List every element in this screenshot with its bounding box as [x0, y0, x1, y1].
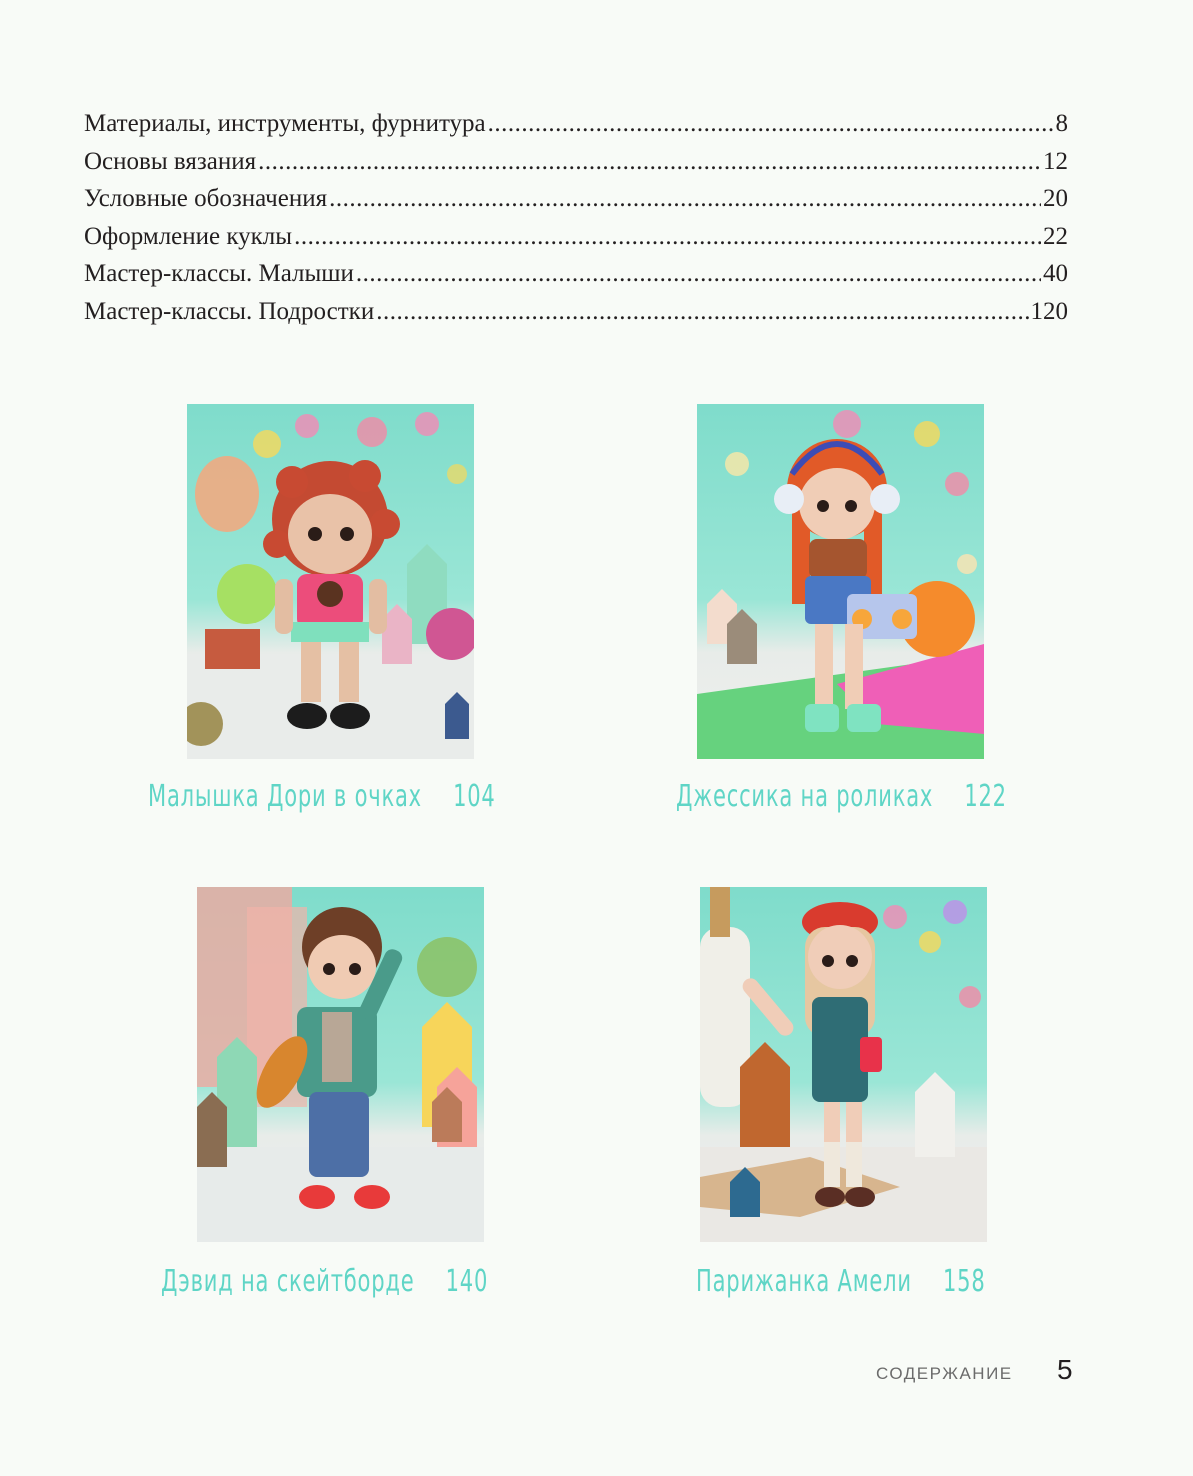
- doll-photo-dori[interactable]: [187, 404, 474, 759]
- toc-entry-title: Оформление куклы: [84, 222, 293, 250]
- project-page: 158: [942, 1264, 986, 1299]
- page-number: 5: [1057, 1354, 1073, 1385]
- running-footer-section: СОДЕРЖАНИЕ: [876, 1364, 1013, 1383]
- project-title: Джессика на роликах: [676, 779, 934, 814]
- toc-entry-page: 40: [1043, 260, 1068, 287]
- toc-entry[interactable]: [84, 260, 1068, 298]
- doll-photo-amelie[interactable]: [700, 887, 987, 1242]
- doll-photo-david[interactable]: [197, 887, 484, 1242]
- toc-entry[interactable]: [84, 148, 1068, 186]
- toc-leader-dots: [376, 298, 1028, 326]
- toc-entry-page: 120: [1030, 297, 1068, 325]
- toc-entry[interactable]: [84, 223, 1068, 261]
- toc-entry-page: 12: [1043, 147, 1068, 175]
- toc-leader-dots: [294, 223, 1041, 251]
- project-page: 104: [453, 779, 496, 814]
- toc-entry-title: Материалы, инструменты, фурнитура: [84, 110, 486, 137]
- toc-entry[interactable]: [84, 110, 1068, 148]
- project-title: Дэвид на скейтборде: [161, 1264, 415, 1299]
- toc-entry-title: Мастер-классы. Малыши: [84, 260, 354, 287]
- toc-entry-title: Основы вязания: [84, 147, 257, 175]
- project-page: 140: [445, 1264, 489, 1299]
- project-caption[interactable]: [696, 1264, 986, 1299]
- project-caption[interactable]: [676, 779, 1007, 814]
- toc-entry[interactable]: [84, 298, 1068, 336]
- toc-entry-title: Мастер-классы. Подростки: [84, 297, 375, 325]
- project-title: Парижанка Амели: [696, 1264, 912, 1299]
- toc-leader-dots: [258, 148, 1041, 176]
- toc-entry-page: 8: [1055, 110, 1068, 137]
- toc-leader-dots: [329, 185, 1041, 213]
- toc-leader-dots: [356, 260, 1041, 288]
- project-page: 122: [964, 779, 1007, 814]
- project-caption[interactable]: [148, 779, 496, 814]
- doll-photo-jessica[interactable]: [697, 404, 984, 759]
- toc-leader-dots: [488, 110, 1054, 138]
- toc-entry-page: 22: [1043, 222, 1068, 250]
- toc-entry-title: Условные обозначения: [84, 185, 328, 212]
- toc-entry-page: 20: [1043, 185, 1068, 212]
- table-of-contents: [84, 110, 1068, 335]
- project-title: Малышка Дори в очках: [148, 779, 422, 814]
- toc-entry[interactable]: [84, 185, 1068, 223]
- project-caption[interactable]: [161, 1264, 488, 1299]
